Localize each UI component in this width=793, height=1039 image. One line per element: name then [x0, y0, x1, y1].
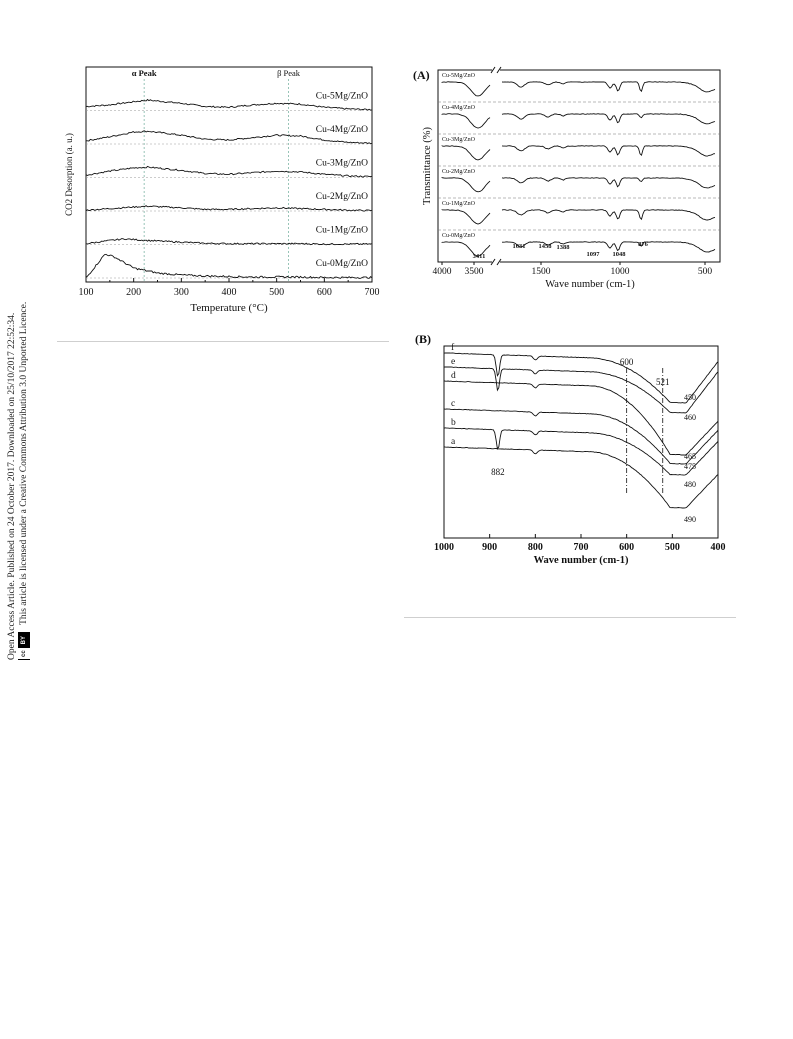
panel-label: (B) [415, 332, 431, 346]
minimum-label: 480 [684, 480, 696, 489]
ftir-b-series-line [444, 447, 718, 508]
panel-label: (A) [413, 68, 430, 82]
series-label: Cu-2Mg/ZnO [315, 192, 368, 202]
series-label: Cu-4Mg/ZnO [315, 125, 368, 135]
x-axis-label: Wave number (cm-1) [533, 555, 629, 566]
x-tick-label: 1000 [610, 267, 630, 277]
peak-annotation: 1388 [556, 244, 570, 251]
x-tick-label: 300 [173, 287, 189, 298]
peak-annotation: 3411 [472, 253, 486, 260]
series-label: Cu-1Mg/ZnO [442, 201, 475, 207]
x-axis-label: Temperature (°C) [190, 302, 268, 314]
series-label: Cu-3Mg/ZnO [315, 158, 368, 169]
minimum-label: 465 [684, 452, 696, 461]
minimum-label: 475 [684, 462, 696, 471]
series-label: Cu-2Mg/ZnO [442, 169, 475, 175]
cc-badge-label: cc [18, 647, 30, 659]
peak-label: β Peak [277, 68, 301, 78]
divider-right [404, 617, 736, 618]
peak-label: α Peak [131, 68, 157, 78]
series-label: Cu-3Mg/ZnO [442, 137, 475, 143]
series-label: Cu-5Mg/ZnO [442, 73, 475, 79]
minimum-label: 490 [684, 515, 696, 524]
x-tick-label: 400 [710, 542, 726, 553]
plot-frame [444, 346, 718, 538]
x-tick-label: 500 [269, 287, 285, 298]
series-label: Cu-4Mg/ZnO [442, 105, 475, 111]
ftir-b-series-line [444, 367, 718, 413]
x-tick-label: 900 [482, 542, 498, 553]
x-tick-label: 700 [364, 287, 380, 298]
series-label: b [451, 418, 456, 428]
peak-annotation: 876 [638, 241, 648, 248]
x-tick-label: 1000 [434, 542, 454, 553]
x-axis-label: Wave number (cm-1) [545, 279, 635, 290]
series-label: a [451, 437, 456, 447]
reference-line-label: 600 [619, 357, 634, 367]
peak-annotation: 1097 [586, 251, 600, 258]
peak-annotation: 1631 [512, 243, 526, 250]
peak-label: 882 [491, 467, 505, 477]
series-label: f [451, 343, 455, 353]
notice-line-1: Open Access Article. Published on 24 October 2017. Downloaded on 25/10/2017 22:52:34. [7, 312, 17, 660]
peak-annotation: 1048 [612, 251, 626, 258]
ftir-b-series-line [444, 353, 718, 403]
ftir-b-series-line [444, 409, 718, 464]
x-tick-label: 200 [126, 287, 142, 298]
series-label: e [451, 357, 456, 367]
by-badge-label: BY [18, 633, 30, 647]
x-tick-label: 1500 [531, 267, 551, 277]
x-tick-label: 600 [619, 542, 635, 553]
y-axis-label: Transmittance (%) [422, 126, 433, 206]
x-tick-label: 500 [664, 542, 680, 553]
ftir-b-series-line [444, 381, 718, 455]
divider-left [57, 341, 389, 342]
minimum-label: 460 [684, 413, 696, 422]
x-tick-label: 4000 [432, 267, 452, 277]
x-tick-label: 800 [527, 542, 543, 553]
x-tick-label: 100 [78, 287, 94, 298]
y-axis-label: CO2 Desorption (a. u.) [64, 133, 74, 216]
minimum-label: 450 [684, 393, 696, 402]
notice-line-2: This article is licensed under a Creative Commons Attribution 3.0 Unported Licence. [19, 301, 29, 625]
x-tick-label: 3500 [464, 267, 484, 277]
series-label: c [451, 399, 456, 409]
series-label: Cu-1Mg/ZnO [315, 225, 368, 236]
x-tick-label: 400 [221, 287, 237, 298]
reference-line-label: 521 [655, 377, 670, 387]
x-tick-label: 600 [316, 287, 332, 298]
peak-annotation: 1458 [538, 243, 552, 250]
series-label: Cu-0Mg/ZnO [442, 233, 475, 239]
x-tick-label: 500 [697, 267, 713, 277]
x-tick-label: 700 [573, 542, 589, 553]
series-label: d [451, 371, 456, 381]
series-label: Cu-0Mg/ZnO [315, 259, 368, 269]
series-label: Cu-5Mg/ZnO [315, 91, 368, 102]
